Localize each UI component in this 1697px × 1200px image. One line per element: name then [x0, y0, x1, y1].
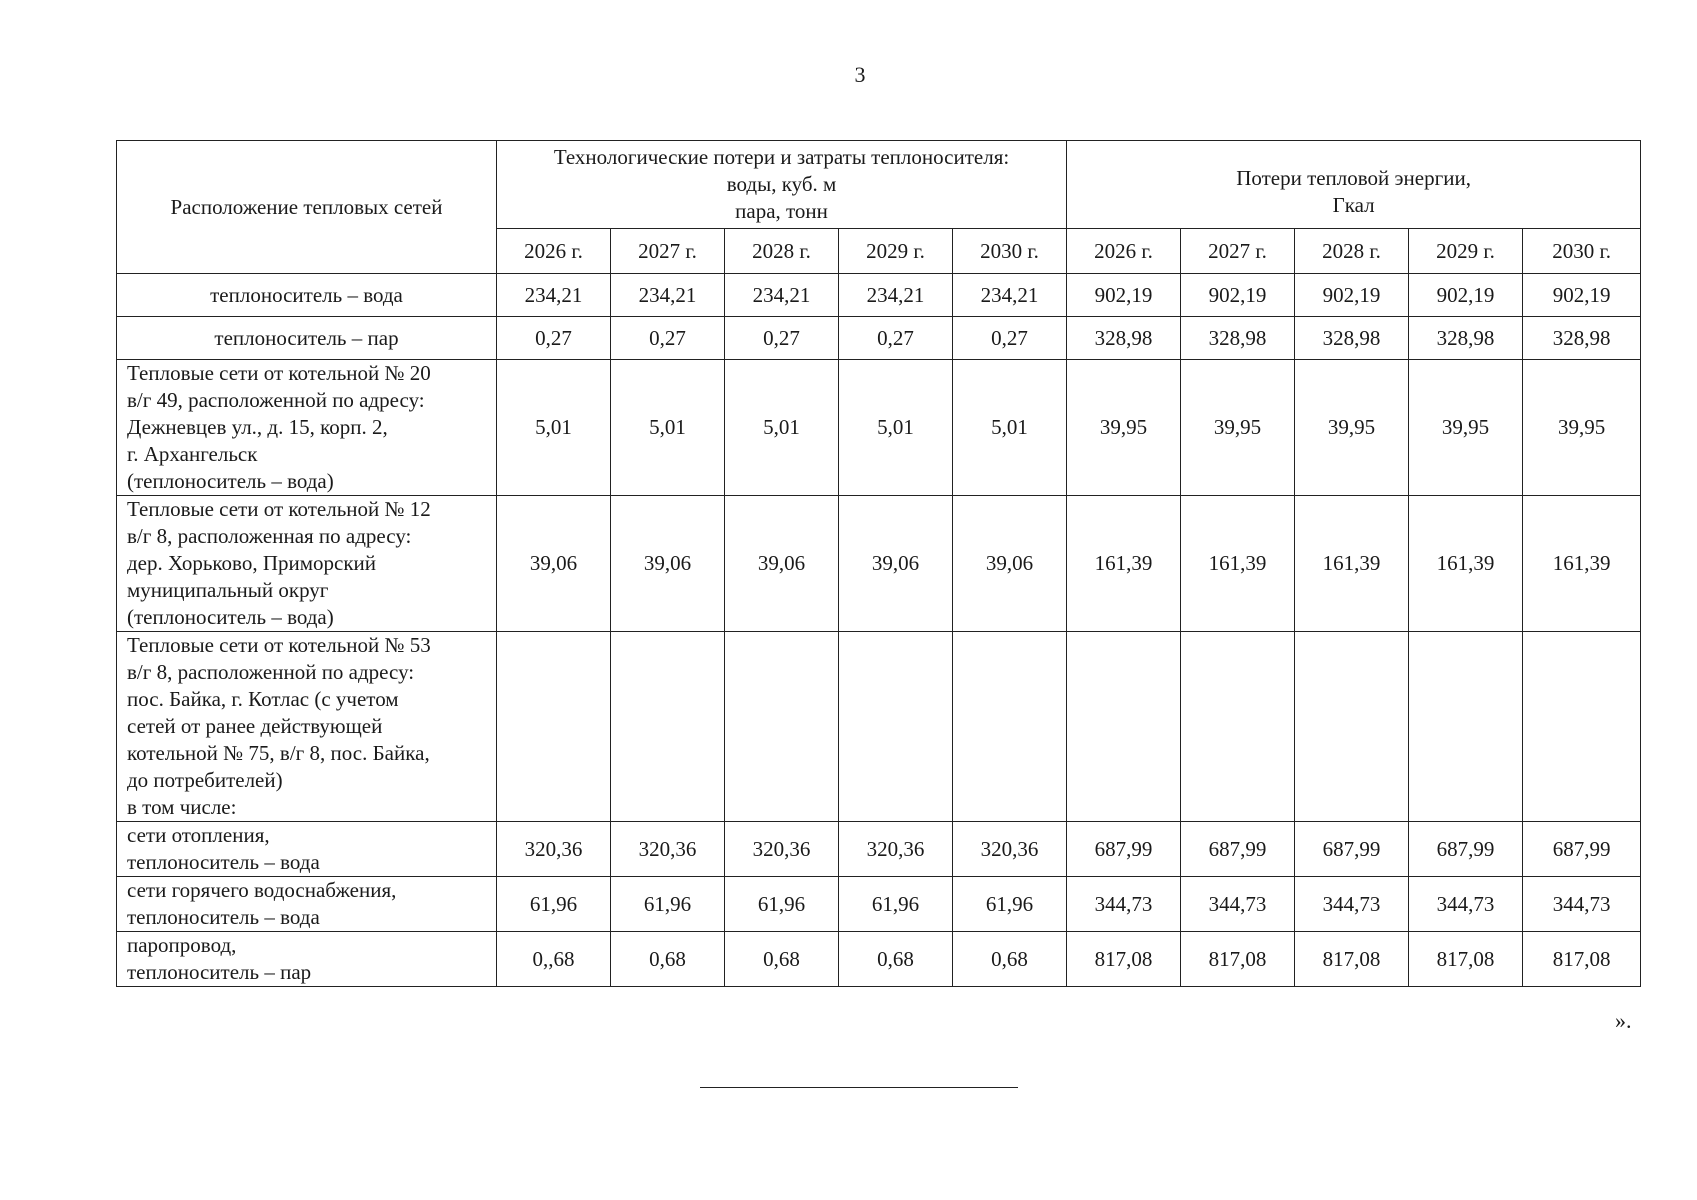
water-loss-cell: 320,36 [953, 822, 1067, 877]
water-loss-cell: 61,96 [497, 877, 611, 932]
water-loss-cell: 39,06 [953, 496, 1067, 632]
water-loss-cell: 39,06 [839, 496, 953, 632]
heat-loss-cell: 687,99 [1067, 822, 1181, 877]
row-label-line: муниципальный округ [127, 578, 329, 602]
heat-loss-cell: 328,98 [1067, 317, 1181, 360]
water-loss-cell: 0,,68 [497, 932, 611, 987]
row-label-line: в/г 8, расположенной по адресу: [127, 660, 415, 684]
row-label-line: до потребителей) [127, 768, 283, 792]
row-label-line: паропровод, [127, 933, 237, 957]
heat-loss-cell: 817,08 [1523, 932, 1641, 987]
heat-loss-cell: 817,08 [1409, 932, 1523, 987]
heat-loss-cell: 344,73 [1181, 877, 1295, 932]
heat-loss-cell: 344,73 [1067, 877, 1181, 932]
year-header: 2030 г. [953, 229, 1067, 274]
water-loss-cell: 234,21 [839, 274, 953, 317]
water-loss-cell: 234,21 [725, 274, 839, 317]
row-label [117, 274, 497, 317]
row-label-line: дер. Хорьково, Приморский [127, 551, 377, 575]
year-header: 2030 г. [1523, 229, 1641, 274]
water-loss-cell [725, 632, 839, 822]
table-row [117, 360, 1641, 496]
row-label-line: в/г 49, расположенной по адресу: [127, 388, 425, 412]
water-loss-cell: 234,21 [497, 274, 611, 317]
row-label [117, 632, 497, 822]
row-label-line: в/г 8, расположенная по адресу: [127, 524, 412, 548]
heat-loss-cell: 328,98 [1295, 317, 1409, 360]
row-label-line: теплоноситель – вода [127, 905, 320, 929]
heat-loss-cell: 902,19 [1067, 274, 1181, 317]
water-loss-cell: 5,01 [953, 360, 1067, 496]
footer-divider [700, 1087, 1018, 1088]
heat-loss-cell: 39,95 [1523, 360, 1641, 496]
water-loss-cell: 0,27 [497, 317, 611, 360]
row-label [117, 317, 497, 360]
heat-loss-cell: 687,99 [1523, 822, 1641, 877]
heat-loss-cell [1067, 632, 1181, 822]
year-header: 2027 г. [611, 229, 725, 274]
header-water-line: Технологические потери и затраты теплоносителя: [553, 145, 1010, 169]
row-label [117, 822, 497, 877]
table-row [117, 632, 1641, 822]
row-label [117, 360, 497, 496]
water-loss-cell: 0,27 [725, 317, 839, 360]
row-label-line: (теплоноситель – вода) [127, 469, 334, 493]
water-loss-cell: 5,01 [839, 360, 953, 496]
water-loss-cell: 234,21 [953, 274, 1067, 317]
heat-loss-cell: 687,99 [1295, 822, 1409, 877]
water-loss-cell: 61,96 [839, 877, 953, 932]
header-heat-losses [1067, 141, 1641, 229]
water-loss-cell: 61,96 [725, 877, 839, 932]
row-label-line: (теплоноситель – вода) [127, 605, 334, 629]
row-label-line: сети отопления, [127, 823, 270, 847]
water-loss-cell: 320,36 [839, 822, 953, 877]
row-label [117, 932, 497, 987]
heat-loss-cell: 161,39 [1409, 496, 1523, 632]
heat-loss-cell: 161,39 [1523, 496, 1641, 632]
heat-loss-cell: 687,99 [1409, 822, 1523, 877]
year-header: 2029 г. [839, 229, 953, 274]
heat-loss-cell: 344,73 [1409, 877, 1523, 932]
year-header: 2026 г. [497, 229, 611, 274]
water-loss-cell: 0,68 [725, 932, 839, 987]
header-water-line: пара, тонн [735, 199, 828, 223]
water-loss-cell: 5,01 [725, 360, 839, 496]
water-loss-cell: 61,96 [611, 877, 725, 932]
water-loss-cell: 0,27 [839, 317, 953, 360]
header-water-losses [497, 141, 1067, 229]
table-body [117, 274, 1641, 987]
row-label-line: Тепловые сети от котельной № 12 [127, 497, 431, 521]
water-loss-cell: 320,36 [497, 822, 611, 877]
row-label-line: теплоноситель – вода [127, 850, 320, 874]
row-label-line: сетей от ранее действующей [127, 714, 383, 738]
closing-quote-mark: ». [1615, 1008, 1632, 1033]
heat-loss-cell: 328,98 [1181, 317, 1295, 360]
header-location: Расположение тепловых сетей [117, 141, 497, 274]
water-loss-cell [953, 632, 1067, 822]
year-header: 2028 г. [1295, 229, 1409, 274]
row-label-line: теплоноситель – пар [214, 325, 399, 350]
heat-loss-cell: 344,73 [1295, 877, 1409, 932]
header-heat-line: Гкал [1332, 192, 1375, 217]
year-header: 2028 г. [725, 229, 839, 274]
water-loss-cell: 0,27 [953, 317, 1067, 360]
table-row [117, 317, 1641, 360]
water-loss-cell: 234,21 [611, 274, 725, 317]
heat-loss-cell: 39,95 [1181, 360, 1295, 496]
water-loss-cell: 0,68 [953, 932, 1067, 987]
heat-loss-cell: 161,39 [1067, 496, 1181, 632]
heat-loss-cell [1181, 632, 1295, 822]
water-loss-cell: 0,27 [611, 317, 725, 360]
heat-loss-cell [1409, 632, 1523, 822]
heat-loss-cell: 344,73 [1523, 877, 1641, 932]
table-row [117, 822, 1641, 877]
heat-loss-cell: 39,95 [1067, 360, 1181, 496]
water-loss-cell [497, 632, 611, 822]
row-label-line: г. Архангельск [127, 442, 258, 466]
header-heat-line: Потери тепловой энергии, [1236, 165, 1471, 190]
row-label-line: в том числе: [127, 795, 237, 819]
page-number: 3 [854, 62, 866, 87]
water-loss-cell: 0,68 [611, 932, 725, 987]
water-loss-cell [611, 632, 725, 822]
water-loss-cell [839, 632, 953, 822]
table-row [117, 274, 1641, 317]
heat-loss-cell: 902,19 [1181, 274, 1295, 317]
table-row [117, 932, 1641, 987]
water-loss-cell: 39,06 [611, 496, 725, 632]
heat-loss-cell: 902,19 [1523, 274, 1641, 317]
water-loss-cell: 39,06 [497, 496, 611, 632]
heat-loss-cell: 328,98 [1523, 317, 1641, 360]
water-loss-cell: 5,01 [611, 360, 725, 496]
water-loss-cell: 61,96 [953, 877, 1067, 932]
heat-loss-cell: 817,08 [1067, 932, 1181, 987]
heat-loss-cell: 161,39 [1181, 496, 1295, 632]
heat-loss-cell: 39,95 [1409, 360, 1523, 496]
row-label-line: котельной № 75, в/г 8, пос. Байка, [127, 741, 430, 765]
row-label-line: Тепловые сети от котельной № 53 [127, 633, 431, 657]
heat-loss-cell: 902,19 [1409, 274, 1523, 317]
header-water-line: воды, куб. м [726, 172, 837, 196]
heat-loss-cell: 39,95 [1295, 360, 1409, 496]
water-loss-cell: 320,36 [611, 822, 725, 877]
heat-loss-cell: 687,99 [1181, 822, 1295, 877]
water-loss-cell: 5,01 [497, 360, 611, 496]
row-label-line: Дежневцев ул., д. 15, корп. 2, [127, 415, 388, 439]
row-label-line: теплоноситель – вода [210, 282, 403, 307]
heat-loss-cell: 817,08 [1181, 932, 1295, 987]
row-label-line: сети горячего водоснабжения, [127, 878, 397, 902]
heat-loss-cell: 161,39 [1295, 496, 1409, 632]
water-loss-cell: 320,36 [725, 822, 839, 877]
row-label-line: пос. Байка, г. Котлас (с учетом [127, 687, 399, 711]
year-header: 2029 г. [1409, 229, 1523, 274]
row-label [117, 877, 497, 932]
water-loss-cell: 0,68 [839, 932, 953, 987]
year-header: 2026 г. [1067, 229, 1181, 274]
heat-loss-cell [1523, 632, 1641, 822]
water-loss-cell: 39,06 [725, 496, 839, 632]
heat-loss-cell: 817,08 [1295, 932, 1409, 987]
heat-loss-table [116, 140, 1641, 987]
table-row [117, 496, 1641, 632]
heat-loss-cell: 328,98 [1409, 317, 1523, 360]
heat-loss-cell: 902,19 [1295, 274, 1409, 317]
year-header: 2027 г. [1181, 229, 1295, 274]
row-label-line: теплоноситель – пар [127, 960, 312, 984]
row-label-line: Тепловые сети от котельной № 20 [127, 361, 431, 385]
heat-loss-cell [1295, 632, 1409, 822]
table-row [117, 877, 1641, 932]
row-label [117, 496, 497, 632]
